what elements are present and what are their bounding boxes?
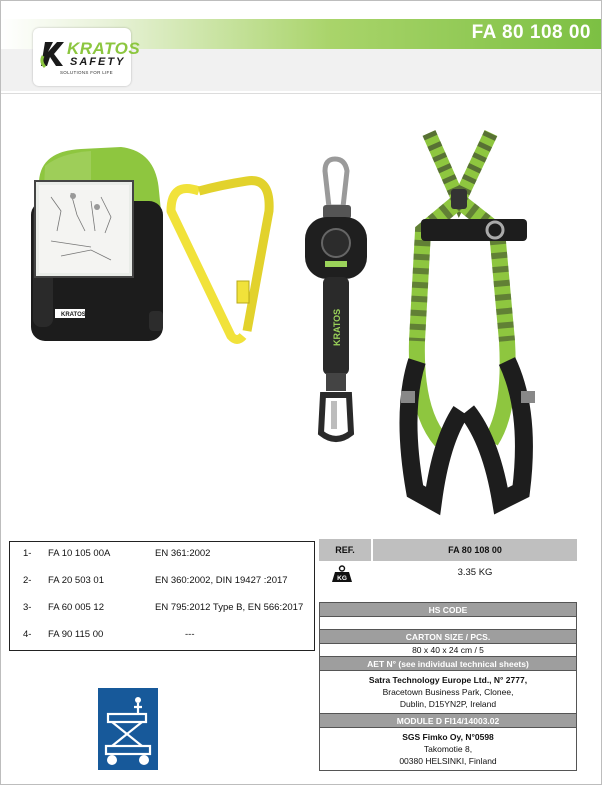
component-standard: EN 360:2002, DIN 19427 :2017 (155, 575, 288, 586)
harness-image (401, 133, 535, 501)
components-list (9, 541, 315, 651)
aet-line-2: Bracetown Business Park, Clonee, (382, 687, 514, 697)
component-standard: EN 795:2012 Type B, EN 566:2017 (155, 602, 304, 613)
logo-brand-name: KRATOS (67, 39, 141, 58)
aet-line-3: Dublin, D15YN2P, Ireland (399, 699, 497, 709)
component-number: 1- (23, 548, 32, 559)
component-code: FA 60 005 12 (48, 602, 104, 613)
component-row (10, 629, 316, 647)
fall-arrester-image (305, 159, 367, 439)
module-header: MODULE D FI14/14003.02 (320, 714, 576, 728)
module-line-1: SGS Fimko Oy, N°0598 (402, 732, 494, 742)
info-table (319, 602, 577, 771)
component-code: FA 10 105 00A (48, 548, 111, 559)
backpack-image (31, 147, 163, 341)
component-number: 3- (23, 602, 32, 613)
weight-value: 3.35 KG (457, 567, 493, 578)
weight-kg-icon (331, 565, 353, 583)
module-details (320, 728, 576, 770)
component-code: FA 20 503 01 (48, 575, 104, 586)
elevated-work-platform-icon (98, 688, 158, 770)
aet-line-1: Satra Technology Europe Ltd., N° 2777, (368, 675, 528, 685)
component-row (10, 575, 316, 593)
aet-details (320, 671, 576, 714)
logo-tagline: SOLUTIONS FOR LIFE (60, 70, 113, 75)
component-row (10, 548, 316, 566)
device-brand-text: KRATOS (332, 308, 342, 346)
carton-size-header: CARTON SIZE / PCS. (320, 630, 576, 644)
logo-brand-sub: SAFETY (70, 56, 126, 68)
module-line-3: 00380 HELSINKI, Finland (399, 756, 497, 766)
component-standard: EN 361:2002 (155, 548, 211, 559)
ref-value: FA 80 108 00 (373, 539, 577, 561)
component-standard: --- (185, 629, 195, 640)
component-row (10, 602, 316, 620)
hs-code-value (320, 617, 576, 630)
yellow-lanyard-image (171, 181, 269, 340)
product-kit-image (21, 111, 581, 521)
component-number: 2- (23, 575, 32, 586)
hs-code-header: HS CODE (320, 603, 576, 617)
aet-header: AET N° (see individual technical sheets) (320, 657, 576, 671)
module-line-2: Takomotie 8, (423, 744, 473, 754)
component-code: FA 90 115 00 (48, 629, 104, 640)
component-number: 4- (23, 629, 32, 640)
kratos-logo (33, 28, 141, 86)
backpack-logo-text: KRATOS (61, 312, 86, 318)
page-header (1, 1, 602, 93)
kratos-logo-icon (39, 38, 67, 70)
header-divider (1, 93, 601, 94)
carton-size-value: 80 x 40 x 24 cm / 5 (320, 644, 576, 657)
product-code: FA 80 108 00 (471, 22, 591, 43)
ref-label: REF. (319, 539, 371, 561)
weight-icon-text: KG (337, 575, 347, 582)
